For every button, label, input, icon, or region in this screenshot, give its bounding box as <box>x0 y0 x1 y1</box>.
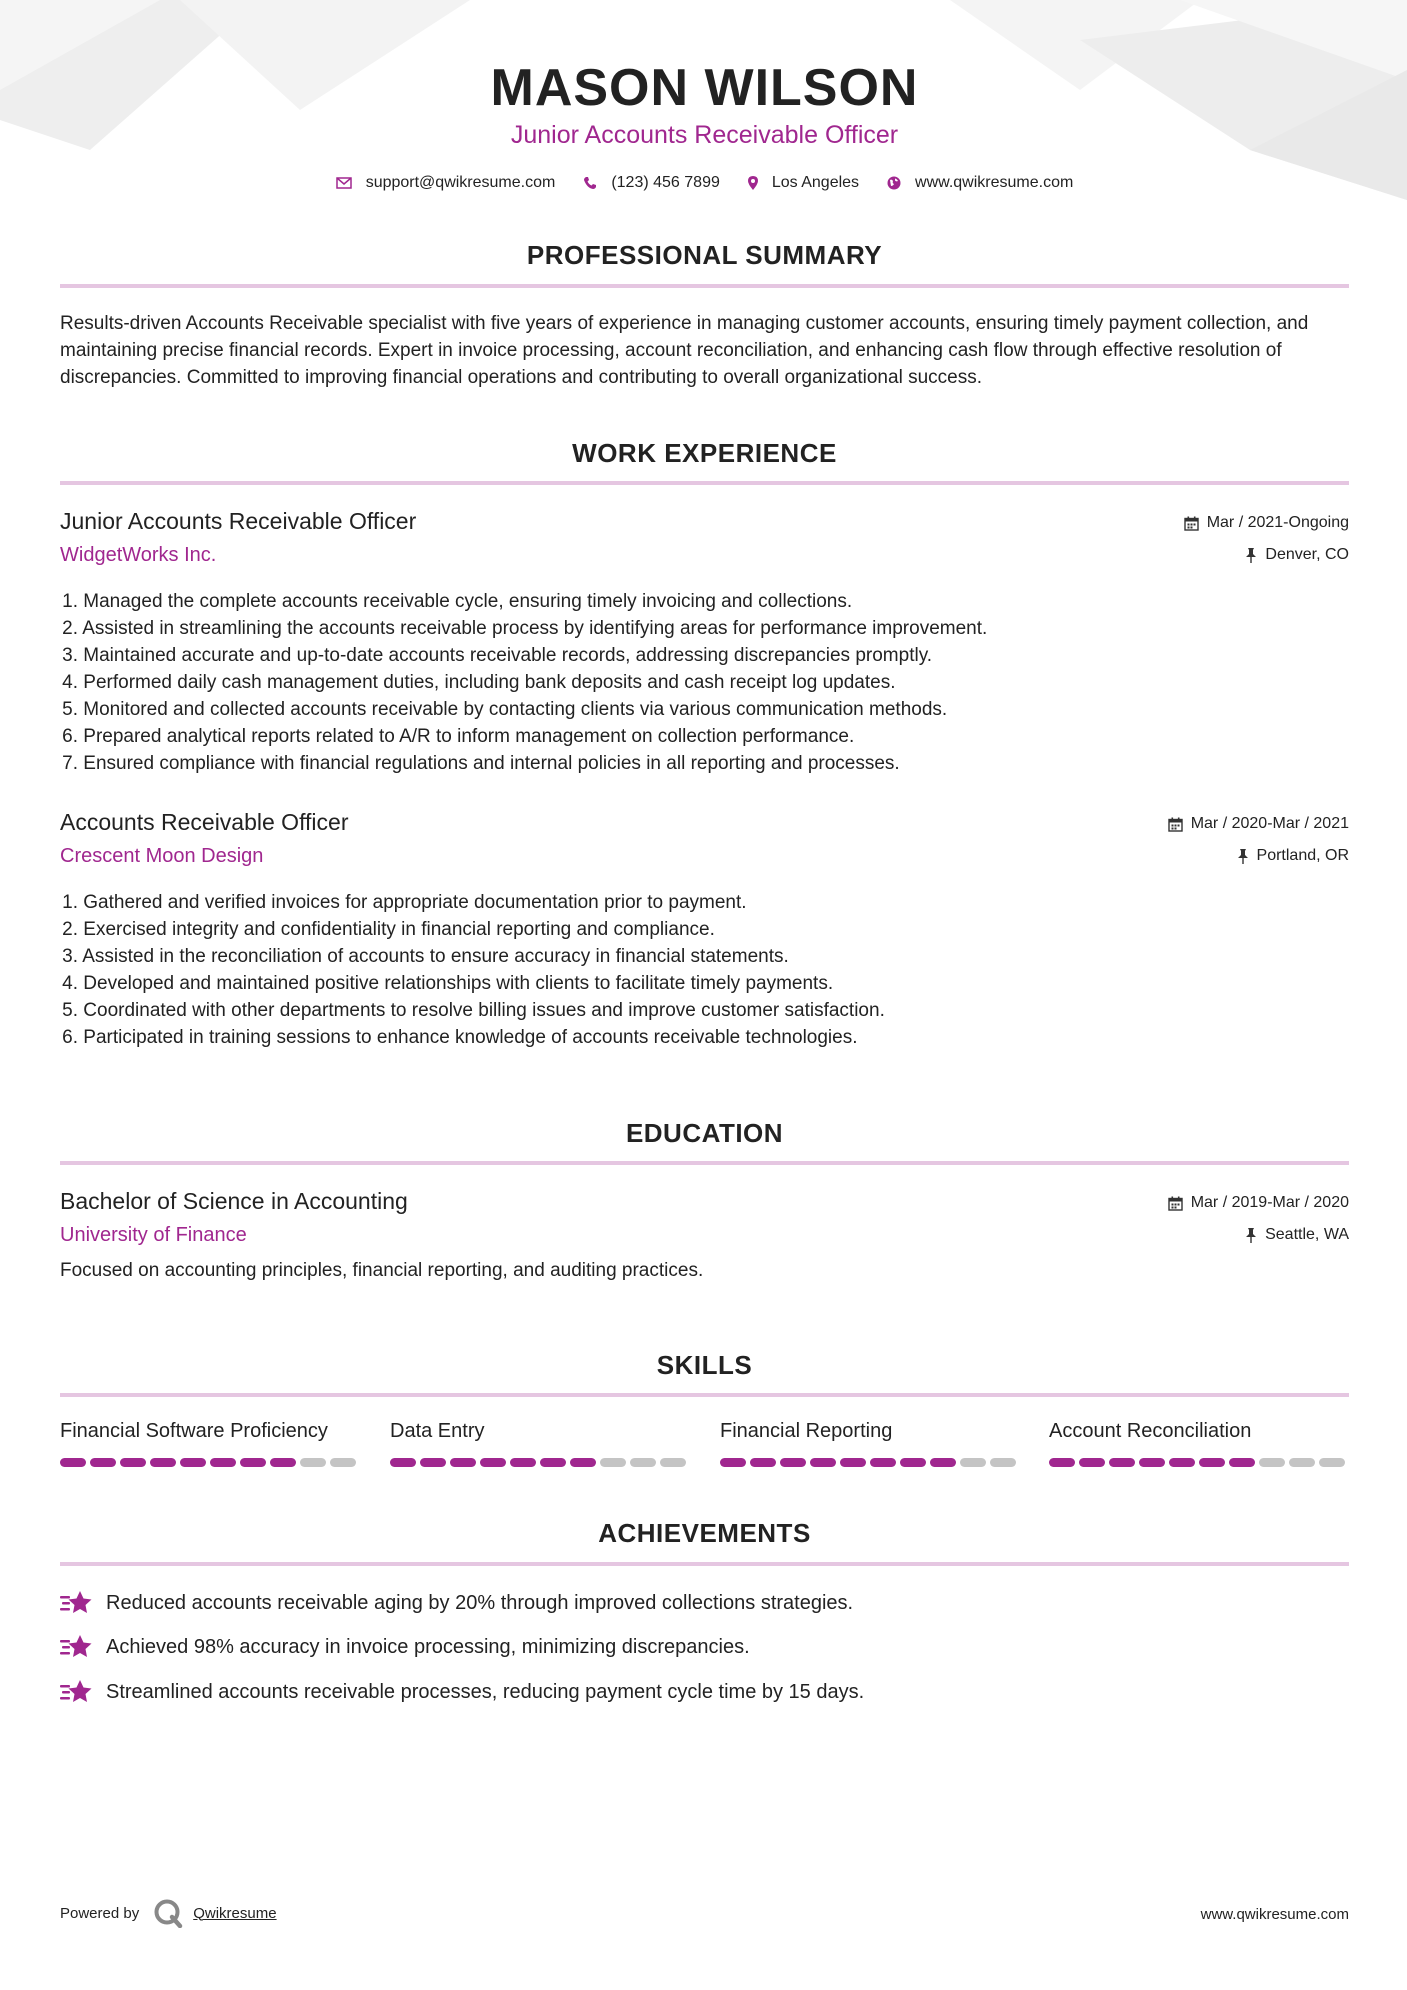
section-title-skills: SKILLS <box>656 1350 753 1380</box>
responsibility-item <box>60 642 1349 669</box>
section-divider <box>60 284 1349 288</box>
list-number: 6. <box>62 726 78 747</box>
job-date-text: Mar / 2021-Ongoing <box>1206 514 1349 531</box>
education-location <box>1245 1226 1349 1244</box>
pushpin-icon <box>1245 548 1257 563</box>
pushpin-icon <box>1245 1228 1257 1243</box>
job-company: Crescent Moon Design <box>60 845 264 867</box>
qwikresume-logo-icon <box>153 1898 183 1928</box>
responsibility-text: Developed and maintained positive relationships with clients to facilitate timely payments. <box>83 973 834 994</box>
contact-phone[interactable] <box>583 174 720 192</box>
powered-by-label: Powered by <box>60 1904 140 1922</box>
skill-segment-filled <box>870 1458 896 1467</box>
responsibility-item <box>60 1024 1349 1051</box>
skill-item <box>390 1420 690 1467</box>
skill-segment-filled <box>720 1458 746 1467</box>
job-location-text: Denver, CO <box>1265 546 1349 563</box>
skill-item <box>720 1420 1020 1467</box>
shooting-star-icon <box>60 1590 92 1616</box>
list-number: 2. <box>62 618 78 639</box>
contact-email[interactable] <box>336 174 556 192</box>
education-date <box>1168 1194 1349 1212</box>
candidate-name: MASON WILSON <box>490 59 919 117</box>
list-number: 7. <box>62 753 78 774</box>
achievement-item <box>60 1679 1349 1705</box>
section-divider <box>60 1562 1349 1566</box>
skill-segment-empty <box>960 1458 986 1467</box>
skill-segment-filled <box>1079 1458 1105 1467</box>
skill-name: Financial Reporting <box>720 1420 893 1442</box>
list-number: 5. <box>62 699 78 720</box>
skill-level-bar <box>60 1458 360 1467</box>
job-location <box>1237 847 1349 865</box>
job-responsibilities <box>60 889 1349 1051</box>
section-title-experience: WORK EXPERIENCE <box>572 438 837 468</box>
contact-location-text: Los Angeles <box>771 174 860 191</box>
contact-bar <box>60 174 1349 192</box>
responsibility-text: Prepared analytical reports related to A/R to inform management on collection performance. <box>83 726 855 747</box>
responsibility-text: Participated in training sessions to enhance knowledge of accounts receivable technologies. <box>83 1027 858 1048</box>
skill-segment-filled <box>90 1458 116 1467</box>
list-number: 2. <box>62 919 78 940</box>
responsibility-text: Maintained accurate and up-to-date accounts receivable records, addressing discrepancies promptly. <box>83 645 933 666</box>
skill-segment-filled <box>750 1458 776 1467</box>
skill-segment-empty <box>600 1458 626 1467</box>
skill-segment-filled <box>180 1458 206 1467</box>
skill-item <box>1049 1420 1349 1467</box>
achievement-item <box>60 1590 1349 1616</box>
section-title-education: EDUCATION <box>625 1118 784 1148</box>
calendar-icon <box>1168 1196 1183 1211</box>
job-location <box>1245 546 1349 564</box>
skill-segment-empty <box>660 1458 686 1467</box>
responsibility-text: Assisted in the reconciliation of accounts to ensure accuracy in financial statements. <box>82 946 789 967</box>
skill-segment-empty <box>330 1458 356 1467</box>
skill-segment-empty <box>1319 1458 1345 1467</box>
shooting-star-icon <box>60 1634 92 1660</box>
responsibility-item <box>60 615 1349 642</box>
envelope-icon <box>336 177 352 189</box>
map-pin-icon <box>748 176 758 190</box>
skill-segment-filled <box>210 1458 236 1467</box>
contact-website-text: www.qwikresume.com <box>915 174 1074 191</box>
skill-segment-filled <box>1169 1458 1195 1467</box>
skill-segment-filled <box>270 1458 296 1467</box>
skill-segment-filled <box>60 1458 86 1467</box>
footer-website[interactable]: www.qwikresume.com <box>1200 1906 1349 1923</box>
responsibility-item <box>60 997 1349 1024</box>
section-divider <box>60 1161 1349 1165</box>
skill-item <box>60 1420 360 1467</box>
list-number: 3. <box>62 645 78 666</box>
skill-segment-filled <box>810 1458 836 1467</box>
job-date <box>1184 514 1349 532</box>
list-number: 3. <box>62 946 78 967</box>
job-date <box>1168 815 1349 833</box>
skill-segment-empty <box>1289 1458 1315 1467</box>
skill-segment-filled <box>930 1458 956 1467</box>
responsibility-item <box>60 669 1349 696</box>
skill-segment-empty <box>990 1458 1016 1467</box>
list-number: 1. <box>62 591 78 612</box>
skill-segment-filled <box>570 1458 596 1467</box>
skill-segment-filled <box>540 1458 566 1467</box>
skill-segment-filled <box>1049 1458 1075 1467</box>
list-number: 6. <box>62 1027 78 1048</box>
responsibility-text: Coordinated with other departments to resolve billing issues and improve customer satisfaction. <box>83 1000 885 1021</box>
skill-name: Financial Software Proficiency <box>60 1420 328 1442</box>
contact-location <box>748 174 859 192</box>
skill-segment-filled <box>1139 1458 1165 1467</box>
skill-segment-filled <box>450 1458 476 1467</box>
job-responsibilities <box>60 588 1349 777</box>
skill-segment-filled <box>420 1458 446 1467</box>
responsibility-item <box>60 588 1349 615</box>
contact-website[interactable] <box>887 174 1073 192</box>
job-role: Accounts Receivable Officer <box>60 809 349 835</box>
globe-icon <box>887 176 901 190</box>
skill-segment-filled <box>840 1458 866 1467</box>
education-degree: Bachelor of Science in Accounting <box>60 1188 408 1214</box>
list-number: 4. <box>62 672 78 693</box>
section-title-achievements: ACHIEVEMENTS <box>598 1518 811 1548</box>
skill-segment-filled <box>1109 1458 1135 1467</box>
skill-level-bar <box>1049 1458 1349 1467</box>
skill-segment-filled <box>390 1458 416 1467</box>
skill-segment-filled <box>240 1458 266 1467</box>
contact-phone-text: (123) 456 7899 <box>611 174 720 191</box>
skill-segment-filled <box>900 1458 926 1467</box>
list-number: 5. <box>62 1000 78 1021</box>
candidate-title: Junior Accounts Receivable Officer <box>510 121 899 149</box>
responsibility-text: Gathered and verified invoices for appropriate documentation prior to payment. <box>83 892 747 913</box>
section-divider <box>60 481 1349 485</box>
responsibility-item <box>60 916 1349 943</box>
responsibility-text: Ensured compliance with financial regulations and internal policies in all reporting and processes. <box>83 753 900 774</box>
responsibility-item <box>60 943 1349 970</box>
phone-icon <box>583 176 597 190</box>
list-number: 4. <box>62 973 78 994</box>
achievement-item <box>60 1634 1349 1660</box>
skill-segment-filled <box>510 1458 536 1467</box>
achievement-text: Achieved 98% accuracy in invoice processing, minimizing discrepancies. <box>106 1635 750 1658</box>
skill-segment-filled <box>1229 1458 1255 1467</box>
calendar-icon <box>1184 516 1199 531</box>
skill-segment-filled <box>120 1458 146 1467</box>
skill-segment-filled <box>1199 1458 1225 1467</box>
footer-powered-by <box>60 1898 277 1928</box>
responsibility-item <box>60 750 1349 777</box>
skill-segment-filled <box>480 1458 506 1467</box>
section-title-summary: PROFESSIONAL SUMMARY <box>526 240 883 270</box>
list-number: 1. <box>62 892 78 913</box>
summary-text: Results-driven Accounts Receivable specialist with five years of experience in managing customer accounts, ensuring timely payment collection, and maintaining precise financial records. Expert in invoice processing, account reconciliation, and enhancing cash flow through effective resolution of discrepancies. Committed to improving financial operations and contributing to overall organizational success. <box>60 313 1309 388</box>
education-date-text: Mar / 2019-Mar / 2020 <box>1190 1194 1349 1211</box>
education-description: Focused on accounting principles, financial reporting, and auditing practices. <box>60 1260 704 1281</box>
shooting-star-icon <box>60 1679 92 1705</box>
skill-segment-filled <box>150 1458 176 1467</box>
skill-level-bar <box>720 1458 1020 1467</box>
skill-segment-filled <box>780 1458 806 1467</box>
pushpin-icon <box>1237 849 1249 864</box>
skill-level-bar <box>390 1458 690 1467</box>
skill-segment-empty <box>1259 1458 1285 1467</box>
responsibility-item <box>60 970 1349 997</box>
skill-segment-empty <box>300 1458 326 1467</box>
achievement-text: Reduced accounts receivable aging by 20% through improved collections strategies. <box>106 1591 854 1614</box>
responsibility-text: Exercised integrity and confidentiality in financial reporting and compliance. <box>83 919 715 940</box>
contact-email-text: support@qwikresume.com <box>365 174 556 191</box>
skill-name: Data Entry <box>390 1420 485 1442</box>
job-role: Junior Accounts Receivable Officer <box>60 508 417 534</box>
job-location-text: Portland, OR <box>1256 847 1349 864</box>
responsibility-item <box>60 696 1349 723</box>
responsibility-text: Performed daily cash management duties, including bank deposits and cash receipt log updates. <box>83 672 896 693</box>
skill-name: Account Reconciliation <box>1049 1420 1252 1442</box>
responsibility-text: Managed the complete accounts receivable cycle, ensuring timely invoicing and collections. <box>83 591 853 612</box>
section-divider <box>60 1393 1349 1397</box>
responsibility-item <box>60 889 1349 916</box>
responsibility-text: Assisted in streamlining the accounts receivable process by identifying areas for performance improvement. <box>82 618 988 639</box>
job-company: WidgetWorks Inc. <box>60 544 217 566</box>
responsibility-text: Monitored and collected accounts receivable by contacting clients via various communication methods. <box>83 699 948 720</box>
job-date-text: Mar / 2020-Mar / 2021 <box>1190 815 1349 832</box>
qwikresume-link[interactable]: Qwikresume <box>193 1904 277 1922</box>
achievement-text: Streamlined accounts receivable processes, reducing payment cycle time by 15 days. <box>106 1680 865 1703</box>
education-school: University of Finance <box>60 1224 247 1246</box>
calendar-icon <box>1168 817 1183 832</box>
education-location-text: Seattle, WA <box>1265 1226 1349 1243</box>
skill-segment-empty <box>630 1458 656 1467</box>
responsibility-item <box>60 723 1349 750</box>
